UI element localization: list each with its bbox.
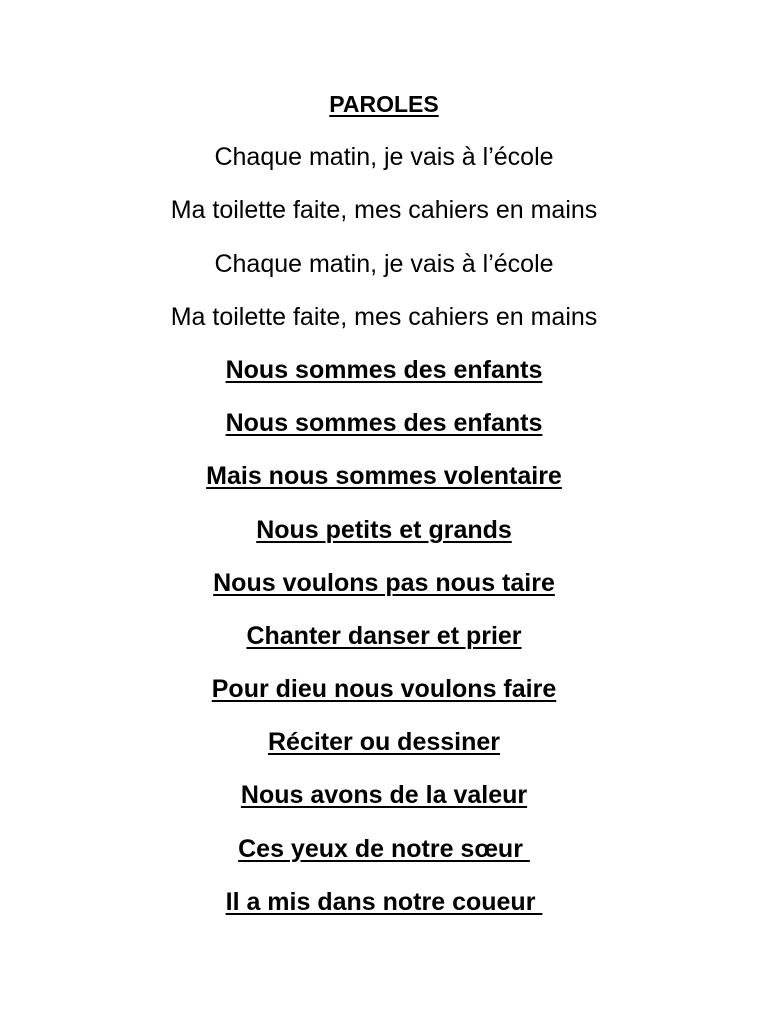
verse-line: Ma toilette faite, mes cahiers en mains	[170, 302, 598, 331]
page-title: PAROLES	[329, 91, 439, 117]
chorus-line: Nous voulons pas nous taire	[213, 568, 555, 597]
chorus-line: Il a mis dans notre coueur	[225, 887, 543, 916]
chorus-line: Chanter danser et prier	[246, 621, 522, 650]
chorus-line: Mais nous sommes volentaire	[206, 462, 562, 491]
chorus-line: Nous petits et grands	[256, 515, 512, 544]
lyrics-block	[0, 84, 768, 935]
chorus-line: Nous sommes des enfants	[225, 355, 543, 384]
chorus-line: Nous sommes des enfants	[225, 409, 543, 438]
chorus-line: Ces yeux de notre sœur	[238, 834, 530, 863]
chorus-line: Réciter ou dessiner	[267, 728, 501, 757]
chorus-line: Pour dieu nous voulons faire	[211, 675, 557, 704]
chorus-line: Nous avons de la valeur	[240, 781, 528, 810]
verse-line: Chaque matin, je vais à l’école	[214, 143, 554, 172]
verse-line: Ma toilette faite, mes cahiers en mains	[170, 196, 598, 225]
verse-line: Chaque matin, je vais à l’école	[214, 249, 554, 278]
